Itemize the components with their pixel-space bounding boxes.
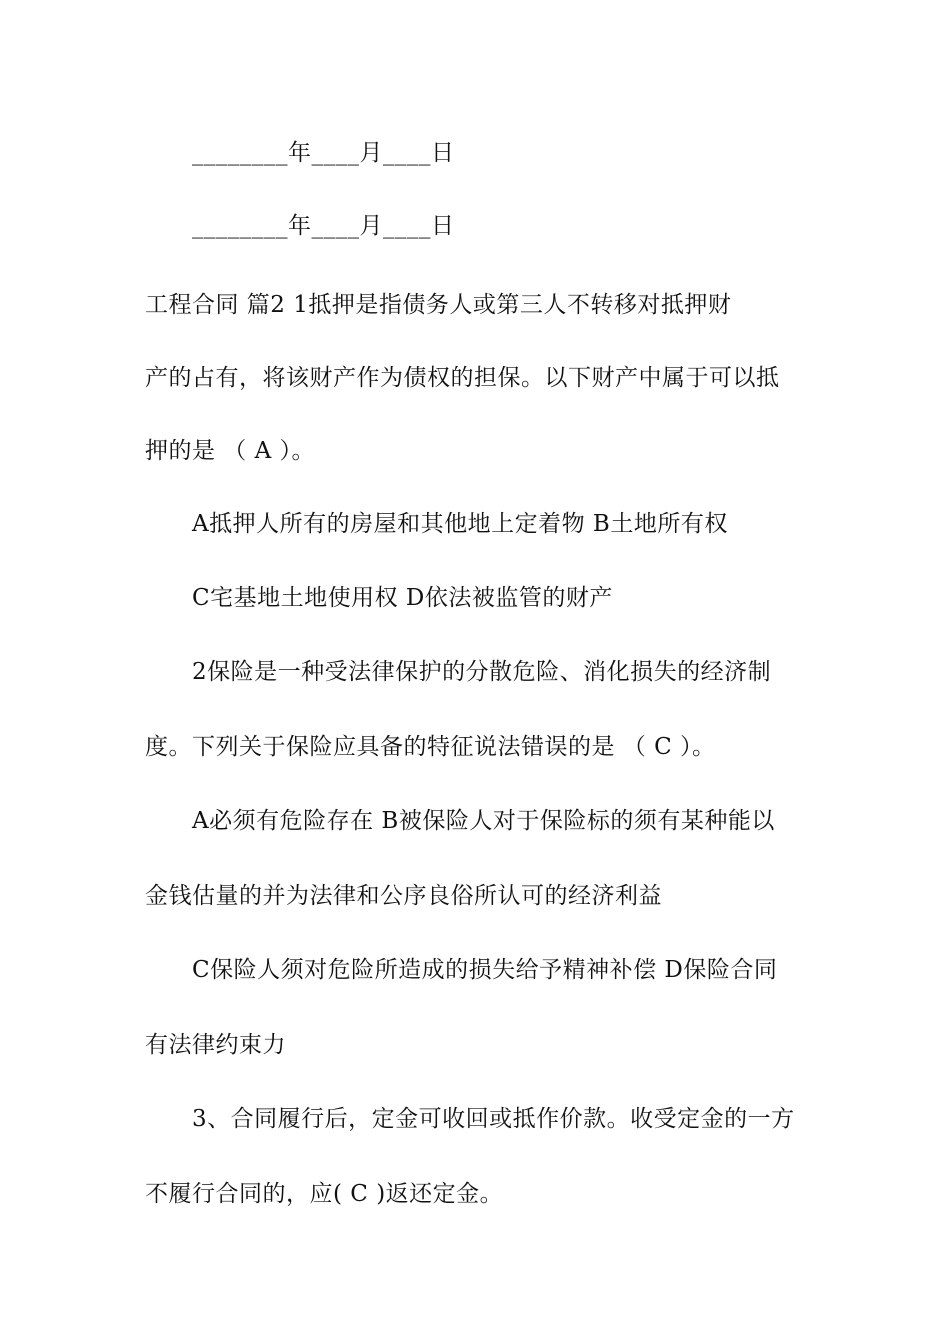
option-line-d-continued: 有法律约束力 xyxy=(145,1032,286,1058)
question-2-line-1: 2保险是一种受法律保护的分散危险、消化损失的经济制 xyxy=(192,659,772,685)
text-line-3: 押的是 （ A ）。 xyxy=(145,438,316,464)
question-3-line-1: 3、合同履行后，定金可收回或抵作价款。收受定金的一方 xyxy=(192,1106,795,1132)
option-line-c-d-1: C宅基地土地使用权 D依法被监管的财产 xyxy=(192,585,613,611)
date-line-2: ________年____月____日 xyxy=(192,213,455,239)
text-line-1: 工程合同 篇2 1抵押是指债务人或第三人不转移对抵押财 xyxy=(145,292,732,318)
option-line-a-b-1: A抵押人所有的房屋和其他地上定着物 B土地所有权 xyxy=(192,511,728,537)
option-line-a-b-2: A必须有危险存在 B被保险人对于保险标的须有某种能以 xyxy=(192,808,775,834)
question-3-line-2: 不履行合同的，应( C )返还定金。 xyxy=(145,1181,504,1207)
option-line-c-d-2: C保险人须对危险所造成的损失给予精神补偿 D保险合同 xyxy=(192,957,778,983)
question-2-line-2: 度。下列关于保险应具备的特征说法错误的是 （ C ）。 xyxy=(145,734,716,760)
text-line-2: 产的占有，将该财产作为债权的担保。以下财产中属于可以抵 xyxy=(145,365,780,391)
date-line-1: ________年____月____日 xyxy=(192,140,455,166)
option-line-b-continued: 金钱估量的并为法律和公序良俗所认可的经济利益 xyxy=(145,883,662,909)
